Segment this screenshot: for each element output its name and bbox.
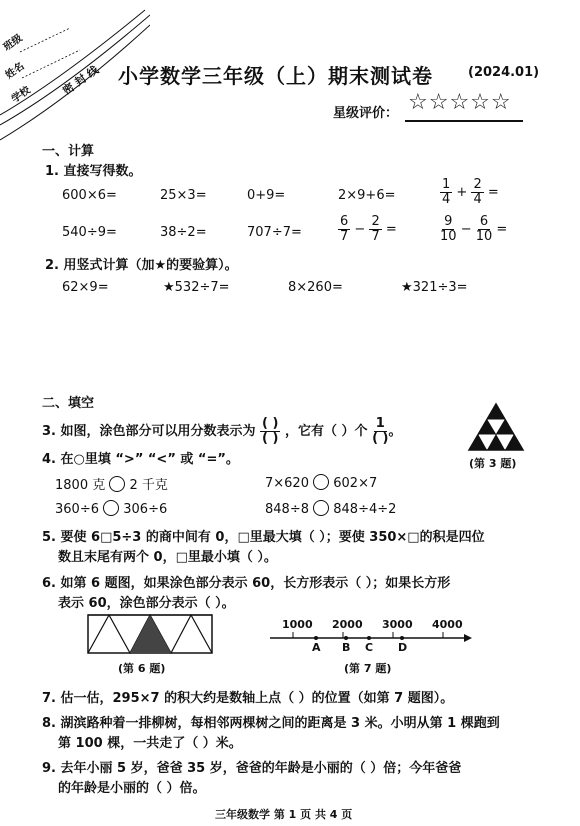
vertical-calc-item: 8×260=: [288, 280, 343, 295]
numberline-tick-label: 2000: [332, 618, 363, 631]
compare-circle[interactable]: [103, 500, 119, 516]
compare-item: 1800 克 2 千克: [55, 478, 168, 493]
corner-name-label: 姓名: [3, 60, 27, 82]
numberline-point-label: A: [312, 641, 321, 654]
q4-prompt: 4. 在○里填 “>” “<” 或 “=”。: [42, 452, 239, 467]
corner-school-label: 学校: [9, 84, 33, 106]
q3-prompt: 3. 如图，涂色部分可以用分数表示为 $\frac{( )}{( )}$ ，它有（ ）个 $\frac{1}{( )}$ 。: [42, 416, 402, 446]
q3-fraction-blank[interactable]: $\frac{( )}{( )}$: [262, 416, 279, 446]
vertical-calc-item: ★321÷3=: [401, 280, 468, 295]
corner-seal-label: 密 封 线: [60, 63, 102, 98]
numberline-point-label: B: [342, 641, 351, 654]
q6-rectangle-figure: [87, 614, 213, 654]
q7-caption: (第 7 题): [344, 662, 392, 675]
q6-line1: 6. 如第 6 题图，如果涂色部分表示 60，长方形表示（ ）；如果长方形: [42, 576, 451, 591]
q5-line2: 数且末尾有两个 0，□里最小填（ ）。: [58, 550, 277, 565]
calc-item: 2×9+6=: [338, 188, 396, 203]
q1-prompt: 1. 直接写得数。: [45, 164, 142, 179]
rating-underline: [405, 120, 523, 122]
compare-circle[interactable]: [109, 476, 125, 492]
numberline-point-label: D: [398, 641, 408, 654]
calc-item: 540÷9=: [62, 225, 117, 240]
q3-unit-fraction: $\frac{1}{( )}$: [372, 416, 389, 446]
page-footer: 三年级数学 第 1 页 共 4 页: [215, 808, 353, 821]
q6-line2: 表示 60，涂色部分表示（ ）。: [58, 596, 235, 611]
compare-circle[interactable]: [313, 474, 329, 490]
calc-item: 707÷7=: [247, 225, 302, 240]
exam-date: (2024.01): [468, 65, 540, 80]
q2-prompt: 2. 用竖式计算（加★的要验算）。: [45, 258, 238, 273]
numberline-tick-label: 1000: [282, 618, 313, 631]
numberline-tick-label: 3000: [382, 618, 413, 631]
compare-item: 848÷8 848÷4÷2: [265, 502, 397, 517]
calc-item: 25×3=: [160, 188, 207, 203]
q8-line2: 第 100 棵，一共走了（ ）米。: [58, 736, 242, 751]
q7-prompt: 7. 估一估，295×7 的积大约是数轴上点（ ）的位置（如第 7 题图）。: [42, 691, 454, 706]
vertical-calc-item: 62×9=: [62, 280, 109, 295]
fraction-calc-item: $\frac{6}{7}$ − $\frac{2}{7}$ =: [340, 214, 397, 244]
q8-line1: 8. 湖滨路种着一排柳树，每相邻两棵树之间的距离是 3 米。小明从第 1 棵跑到: [42, 716, 500, 731]
q9-line2: 的年龄是小丽的（ ）倍。: [58, 781, 206, 796]
numberline-point-label: C: [365, 641, 374, 654]
fraction-calc-item: $\frac{9}{10}$ − $\frac{6}{10}$ =: [440, 214, 508, 244]
q3-triangle-figure: [467, 402, 525, 452]
q3-caption: (第 3 题): [469, 457, 517, 470]
section2-heading: 二、填空: [42, 396, 95, 411]
corner-class-label: 班级: [1, 32, 25, 54]
vertical-calc-item: ★532÷7=: [163, 280, 230, 295]
rating-label: 星级评价：: [333, 106, 399, 121]
page-title: 小学数学三年级（上）期末测试卷: [118, 64, 433, 88]
section1-heading: 一、计算: [42, 144, 95, 159]
q9-line1: 9. 去年小丽 5 岁，爸爸 35 岁，爸爸的年龄是小丽的（ ）倍；今年爸爸: [42, 761, 462, 776]
fraction-calc-item: $\frac{1}{4}$ + $\frac{2}{4}$ =: [442, 177, 499, 207]
calc-item: 600×6=: [62, 188, 117, 203]
compare-item: 360÷6 306÷6: [55, 502, 168, 517]
q5-line1: 5. 要使 6□5÷3 的商中间有 0，□里最大填（ ）；要使 350×□的积是四位: [42, 530, 485, 545]
rating-stars: ☆☆☆☆☆: [408, 90, 512, 115]
numberline-tick-label: 4000: [432, 618, 463, 631]
compare-circle[interactable]: [313, 500, 329, 516]
compare-item: 7×620 602×7: [265, 476, 378, 491]
calc-item: 0+9=: [247, 188, 286, 203]
calc-item: 38÷2=: [160, 225, 207, 240]
q6-caption: (第 6 题): [118, 662, 166, 675]
